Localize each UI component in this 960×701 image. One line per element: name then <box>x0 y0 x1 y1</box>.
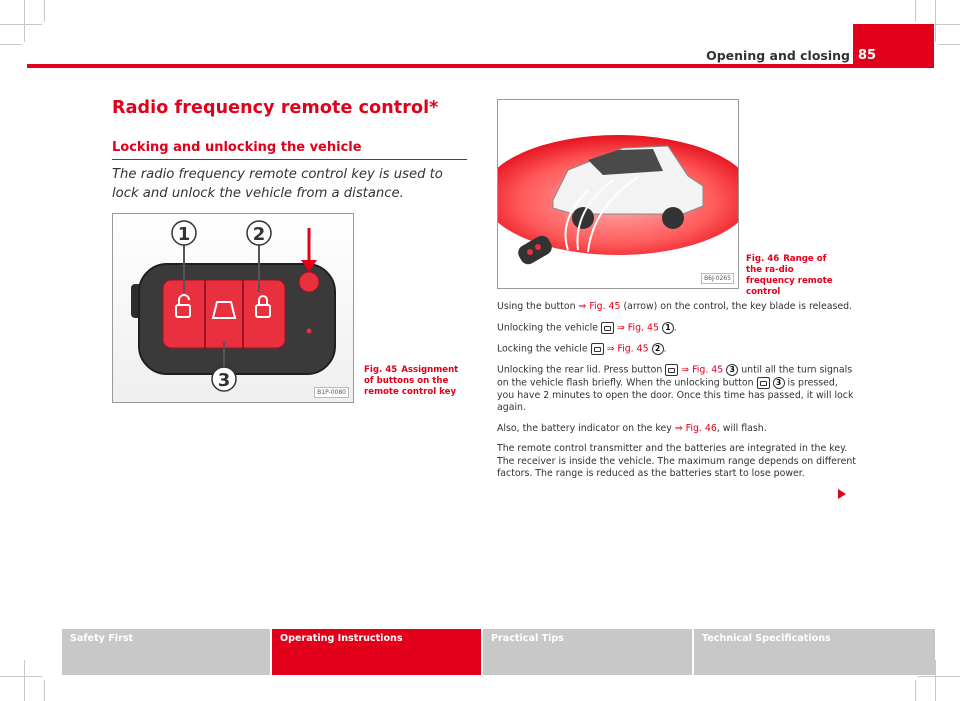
callout-number: 3 <box>726 364 738 376</box>
continue-arrow-icon <box>838 489 846 499</box>
figure-link[interactable]: ⇒ Fig. 45 <box>616 322 659 333</box>
callout-number: 2 <box>652 343 664 355</box>
car-wheel <box>572 207 594 229</box>
crop-mark <box>44 680 45 701</box>
body-text <box>497 301 857 489</box>
trunk-key-icon <box>757 377 770 389</box>
paragraph: Locking the vehicle ⇒ Fig. 45 2 . <box>497 343 667 354</box>
crop-mark <box>938 44 960 45</box>
crop-mark <box>0 24 42 25</box>
figure-45-caption: Fig. 45 Assignment of buttons on the remote control key <box>364 365 459 397</box>
crop-mark <box>935 0 936 42</box>
battery-led <box>307 329 312 334</box>
key-drawing <box>113 214 353 402</box>
section-title: Radio frequency remote control* <box>112 98 439 118</box>
crop-mark <box>935 660 936 701</box>
lock-key-icon <box>591 343 604 355</box>
footer-tab-safety-first[interactable]: Safety First <box>62 629 270 675</box>
crop-mark <box>24 0 25 42</box>
subsection-title: Locking and unlocking the vehicle <box>112 140 467 160</box>
crop-mark <box>918 676 960 677</box>
page-number: 85 <box>853 24 934 68</box>
svg-text:2: 2 <box>252 224 266 245</box>
figure-link[interactable]: ⇒ Fig. 45 <box>578 301 621 312</box>
svg-text:3: 3 <box>217 370 231 391</box>
svg-text:1: 1 <box>177 224 191 245</box>
footer-tab-technical-specifications[interactable]: Technical Specifications <box>694 629 935 675</box>
figure-link[interactable]: ⇒ Fig. 45 <box>606 343 649 354</box>
crop-mark <box>24 660 25 701</box>
key-button-panel <box>163 280 285 348</box>
crop-mark <box>44 0 45 22</box>
figure-link[interactable]: ⇒ Fig. 46 <box>674 422 717 434</box>
key-release-button <box>299 272 319 292</box>
crop-mark <box>0 676 42 677</box>
paragraph: Unlocking the vehicle ⇒ Fig. 45 1 . <box>497 322 677 333</box>
figure-45-key-illustration <box>112 213 354 403</box>
footer-tab-operating-instructions[interactable]: Operating Instructions <box>272 629 481 675</box>
figure-46-caption: Fig. 46 Range of the ra-dio frequency remote control <box>746 254 833 297</box>
running-header-title: Opening and closing <box>706 48 850 63</box>
header-rule <box>27 64 934 68</box>
paragraph: Unlocking the rear lid. Press button ⇒ Fig. 45 3 until all the turn signals on the vehicle flash briefly. When the unlocking button 3 is pressed, you have 2 minutes to open the door. Once this time has passed, it will lock again. <box>497 364 854 413</box>
callout-number: 1 <box>662 322 674 334</box>
figure-link[interactable]: ⇒ Fig. 45 <box>681 364 724 375</box>
callout-number: 3 <box>773 377 785 389</box>
figure-code: B1P-0080 <box>314 387 349 398</box>
trunk-key-icon <box>665 364 678 376</box>
paragraph: The remote control transmitter and the batteries are integrated in the key. The receiver is inside the vehicle. The maximum range depends on different factors. The range is reduced as the batteries start to lose power. <box>497 443 856 479</box>
crop-mark <box>915 0 916 22</box>
paragraph: Also, the battery indicator on the key ⇒ Fig. 46, will flash. <box>497 422 767 434</box>
intro-text: The radio frequency remote control key is used to lock and unlock the vehicle from a distance. <box>112 167 443 201</box>
figure-code: B6J-0265 <box>701 273 734 284</box>
unlock-key-icon <box>601 322 614 334</box>
crop-mark <box>915 680 916 701</box>
figure-46-car-illustration <box>497 99 739 289</box>
footer-tab-practical-tips[interactable]: Practical Tips <box>483 629 692 675</box>
paragraph: Using the button ⇒ Fig. 45 (arrow) on the control, the key blade is released. <box>497 301 853 312</box>
crop-mark <box>0 44 22 45</box>
car-wheel <box>662 207 684 229</box>
